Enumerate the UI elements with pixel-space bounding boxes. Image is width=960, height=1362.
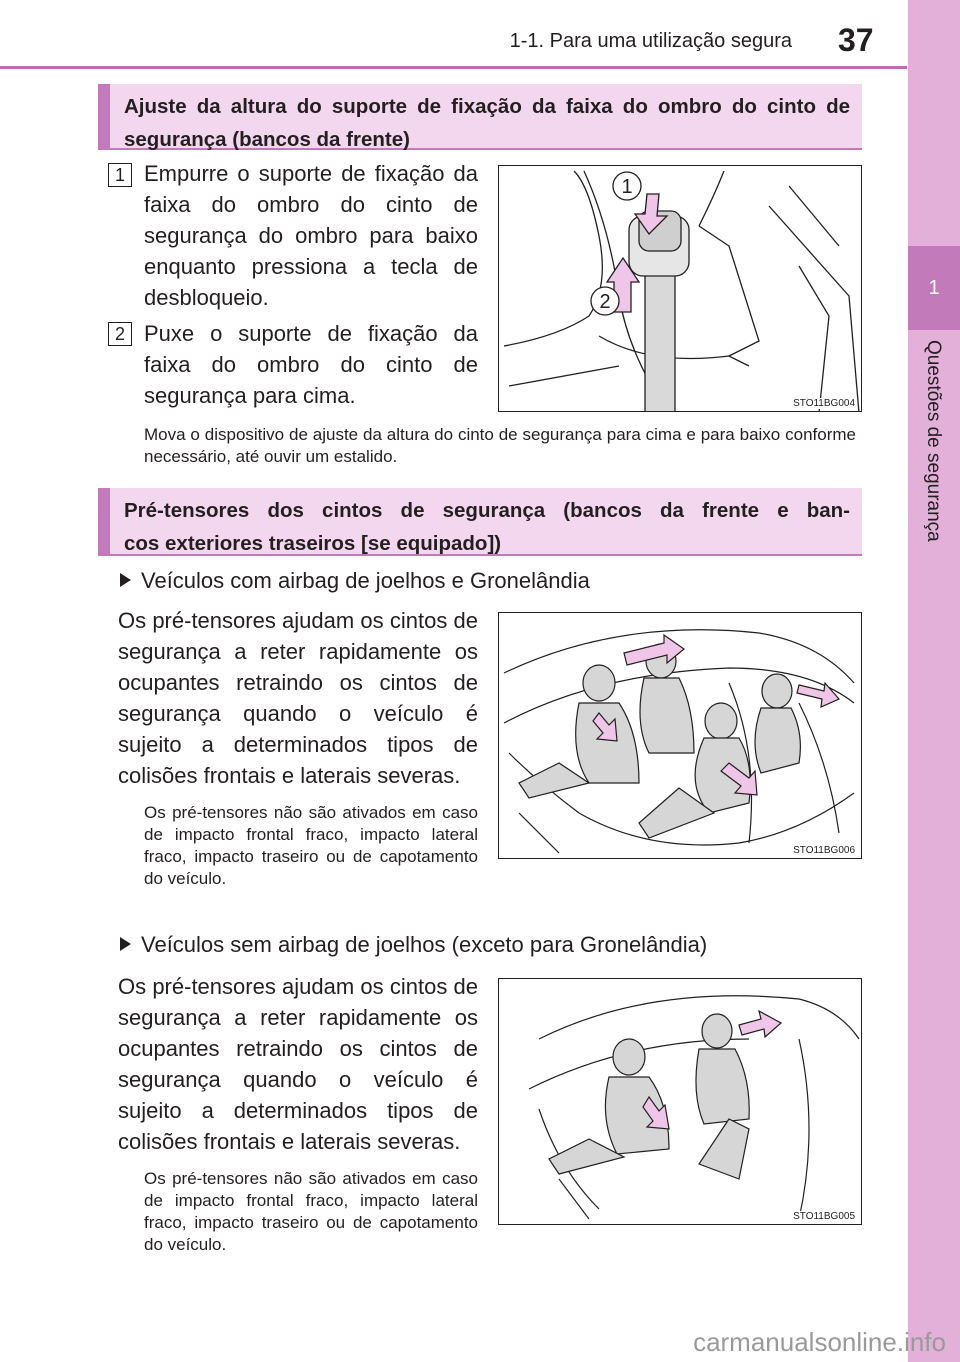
- watermark: carmanualsonline.info: [693, 1327, 946, 1357]
- section-heading-belt-height: Ajuste da altura do suporte de fixação da faixa do ombro do cinto de segurança (bancos da frente): [98, 84, 862, 150]
- belt-anchor-illustration: [499, 166, 862, 412]
- pretensioner-text-1: Os pré-tensores ajudam os cintos de segurança a reter rapidamente os ocupantes retraindo os cintos de segurança quando o veículo é sujeito a determinados tipos de colisões frontais e laterais severas.: [118, 608, 478, 788]
- section-1-note: Mova o dispositivo de ajuste da altura do cinto de segurança para cima e para baixo conforme necessário, até ouvir um estalido.: [144, 425, 856, 466]
- callout-1: 1: [621, 176, 633, 198]
- pretensioner-note-2: Os pré-tensores não são ativados em caso de impacto frontal fraco, impacto lateral fraco, impacto traseiro ou de capotamento do veículo.: [144, 1169, 478, 1254]
- pretensioner-car-illustration-1: [499, 613, 862, 859]
- bullet-knee-airbag: [120, 566, 590, 596]
- step-2-text: Puxe o suporte de fixação da faixa do ombro do cinto de segurança para cima.: [144, 321, 478, 408]
- callout-2: 2: [599, 291, 611, 313]
- triangle-bullet-icon: [120, 937, 131, 951]
- bullet-no-knee-airbag-text: Veículos sem airbag de joelhos (exceto para Gronelândia): [141, 932, 708, 957]
- page-number: 37: [838, 22, 874, 58]
- triangle-bullet-icon: [120, 573, 131, 587]
- header-rule: [0, 66, 907, 69]
- chapter-sidebar: [908, 0, 960, 1362]
- chapter-number-tab[interactable]: 1: [908, 246, 960, 330]
- pretensioner-text-2: Os pré-tensores ajudam os cintos de segurança a reter rapidamente os ocupantes retraindo os cintos de segurança quando o veículo é sujeito a determinados tipos de colisões frontais e laterais severas.: [118, 974, 478, 1154]
- section-heading-line-2: cos exteriores traseiros [se equipado]): [124, 532, 502, 555]
- figure-code: STO11BG005: [793, 1211, 855, 1222]
- header-section-title: 1-1. Para uma utilização segura: [509, 30, 792, 52]
- pretensioner-note-1: Os pré-tensores não são ativados em caso de impacto frontal fraco, impacto lateral fraco, impacto traseiro ou de capotamento do veículo.: [144, 803, 478, 888]
- figure-code: STO11BG006: [793, 845, 855, 856]
- bullet-no-knee-airbag: [120, 930, 707, 960]
- figure-pretensioners-knee-airbag: [498, 612, 862, 859]
- step-1-marker: 1: [108, 163, 132, 187]
- figure-belt-anchor: [498, 165, 862, 412]
- section-heading-line-1: Pré-tensores dos cintos de segurança (bancos da frente e ban-: [124, 499, 850, 522]
- step-1-text: Empurre o suporte de fixação da faixa do ombro do cinto de segurança do ombro para baixo enquanto pressiona a tecla de desbloqueio.: [144, 161, 478, 310]
- step-2-marker: 2: [108, 322, 132, 346]
- figure-code: STO11BG004: [793, 398, 855, 409]
- chapter-title: Questões de segurança: [923, 340, 944, 542]
- pretensioner-car-illustration-2: [499, 979, 862, 1225]
- figure-pretensioners-no-knee-airbag: [498, 978, 862, 1225]
- section-heading-pretensioners: [98, 488, 862, 556]
- bullet-knee-airbag-text: Veículos com airbag de joelhos e Gronelândia: [141, 568, 590, 593]
